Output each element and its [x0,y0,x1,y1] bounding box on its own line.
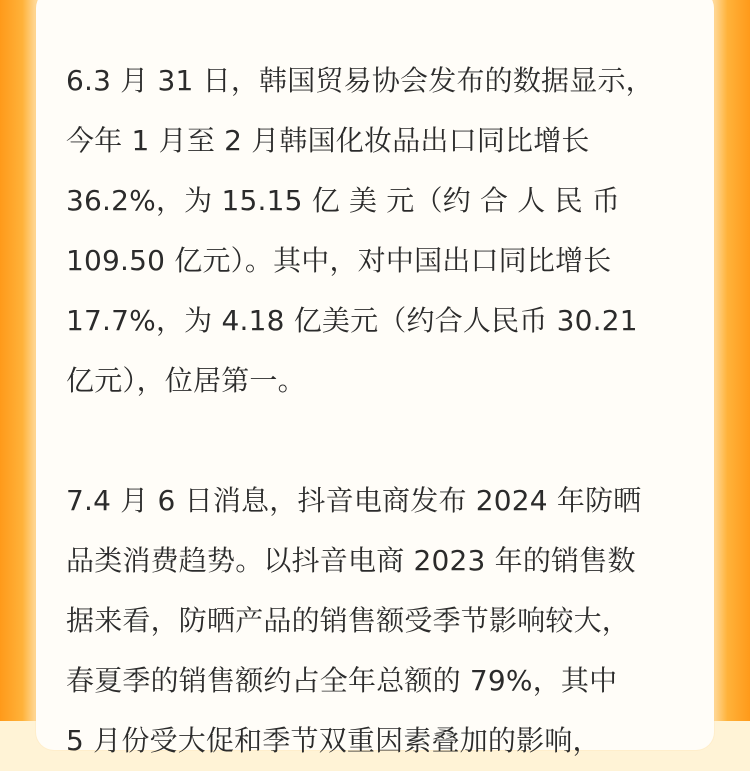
text-line: 亿元），位居第一。 [66,364,306,397]
article-content [66,51,686,771]
text-line: 17.7%，为 4.18 亿美元（约合人民币 30.21 [66,304,638,337]
text-line: 7.4 月 6 日消息，抖音电商发布 2024 年防晒 [66,484,642,517]
text-line: 品类消费趋势。以抖音电商 2023 年的销售数 [66,544,636,577]
text-line: 据来看，防晒产品的销售额受季节影响较大， [66,604,631,637]
paragraph-douyin-sunscreen-trends [66,471,686,771]
text-line: 5 月份受大促和季节双重因素叠加的影响， [66,724,601,757]
text-line: 6.3 月 31 日，韩国贸易协会发布的数据显示， [66,64,654,97]
text-line: 春夏季的销售额约占全年总额的 79%，其中 [66,664,618,697]
text-line: 36.2%，为 15.15 亿 美 元（约 合 人 民 币 [66,184,621,217]
paragraph-spacer [66,411,686,471]
text-line: 109.50 亿元）。其中，对中国出口同比增长 [66,244,612,277]
text-line: 今年 1 月至 2 月韩国化妆品出口同比增长 [66,124,590,157]
paragraph-korea-cosmetics-exports [66,51,686,411]
